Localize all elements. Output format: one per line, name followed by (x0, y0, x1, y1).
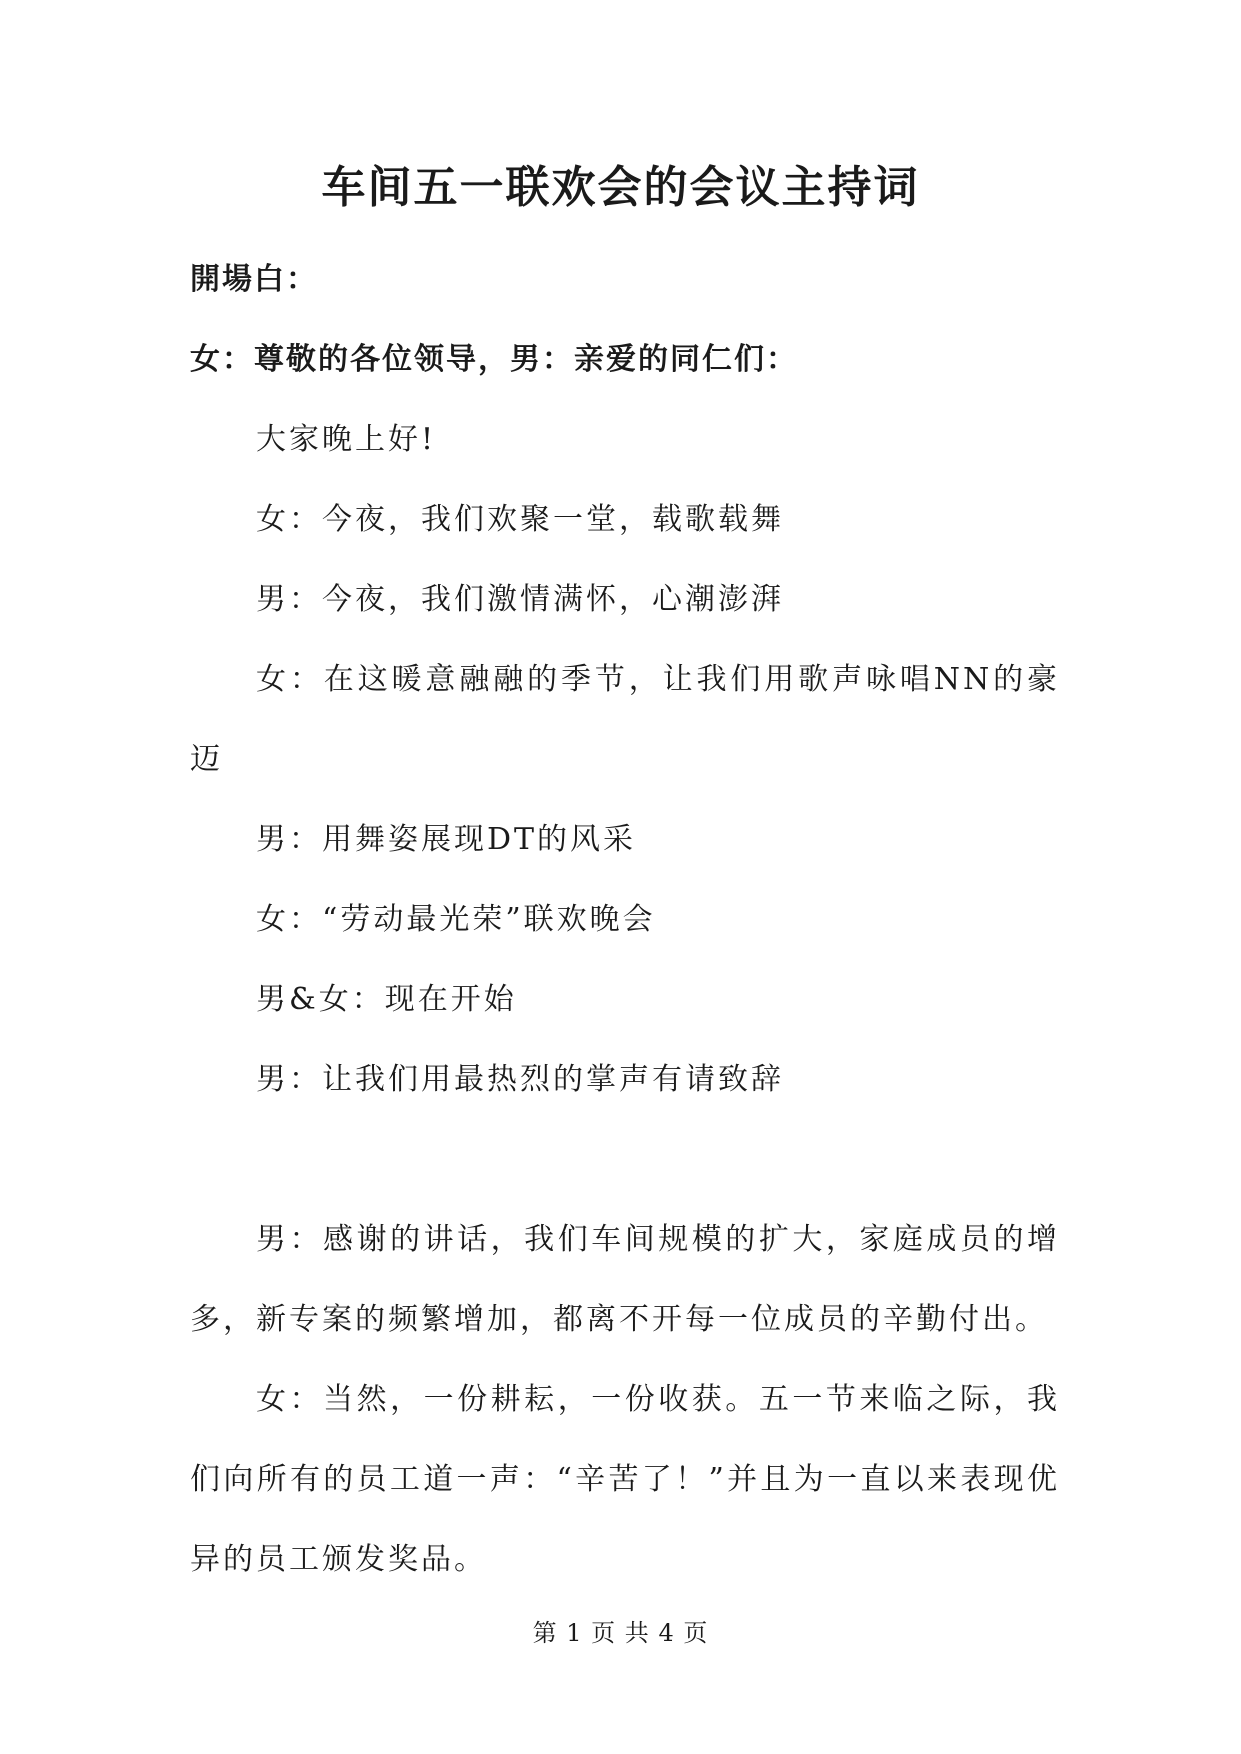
paragraph-greeting: 女：尊敬的各位领导，男：亲爱的同仁们： (190, 342, 798, 377)
paragraph: 男：感谢的讲话，我们车间规模的扩大，家庭成员的增多，新专案的频繁增加，都离不开每一位成员的辛勤付出。 (190, 1222, 1060, 1337)
paragraph: 女：今夜，我们欢聚一堂，载歌载舞 (256, 502, 784, 537)
paragraph: 大家晚上好! (256, 422, 437, 457)
document-body (190, 240, 1060, 1600)
paragraph: 女：当然，一份耕耘，一份收获。五一节来临之际，我们向所有的员工道一声：“辛苦了！”并且为一直以来表现优异的员工颁发奖品。 (190, 1382, 1060, 1577)
paragraph-opening-label: 開場白： (190, 262, 318, 297)
paragraph-spacer (190, 1120, 1060, 1200)
paragraph: 男：用舞姿展现DT的风采 (256, 822, 637, 857)
paragraph: 女：“劳动最光荣”联欢晚会 (256, 902, 656, 937)
page-footer: 第 1 页 共 4 页 (532, 1619, 709, 1647)
paragraph: 男：让我们用最热烈的掌声有请致辞 (256, 1062, 784, 1097)
paragraph: 男：今夜，我们激情满怀，心潮澎湃 (256, 582, 784, 617)
paragraph: 男&女：现在开始 (256, 982, 517, 1017)
document-title: 车间五一联欢会的会议主持词 (321, 162, 920, 213)
paragraph: 女：在这暖意融融的季节，让我们用歌声咏唱NN的豪迈 (190, 662, 1060, 777)
